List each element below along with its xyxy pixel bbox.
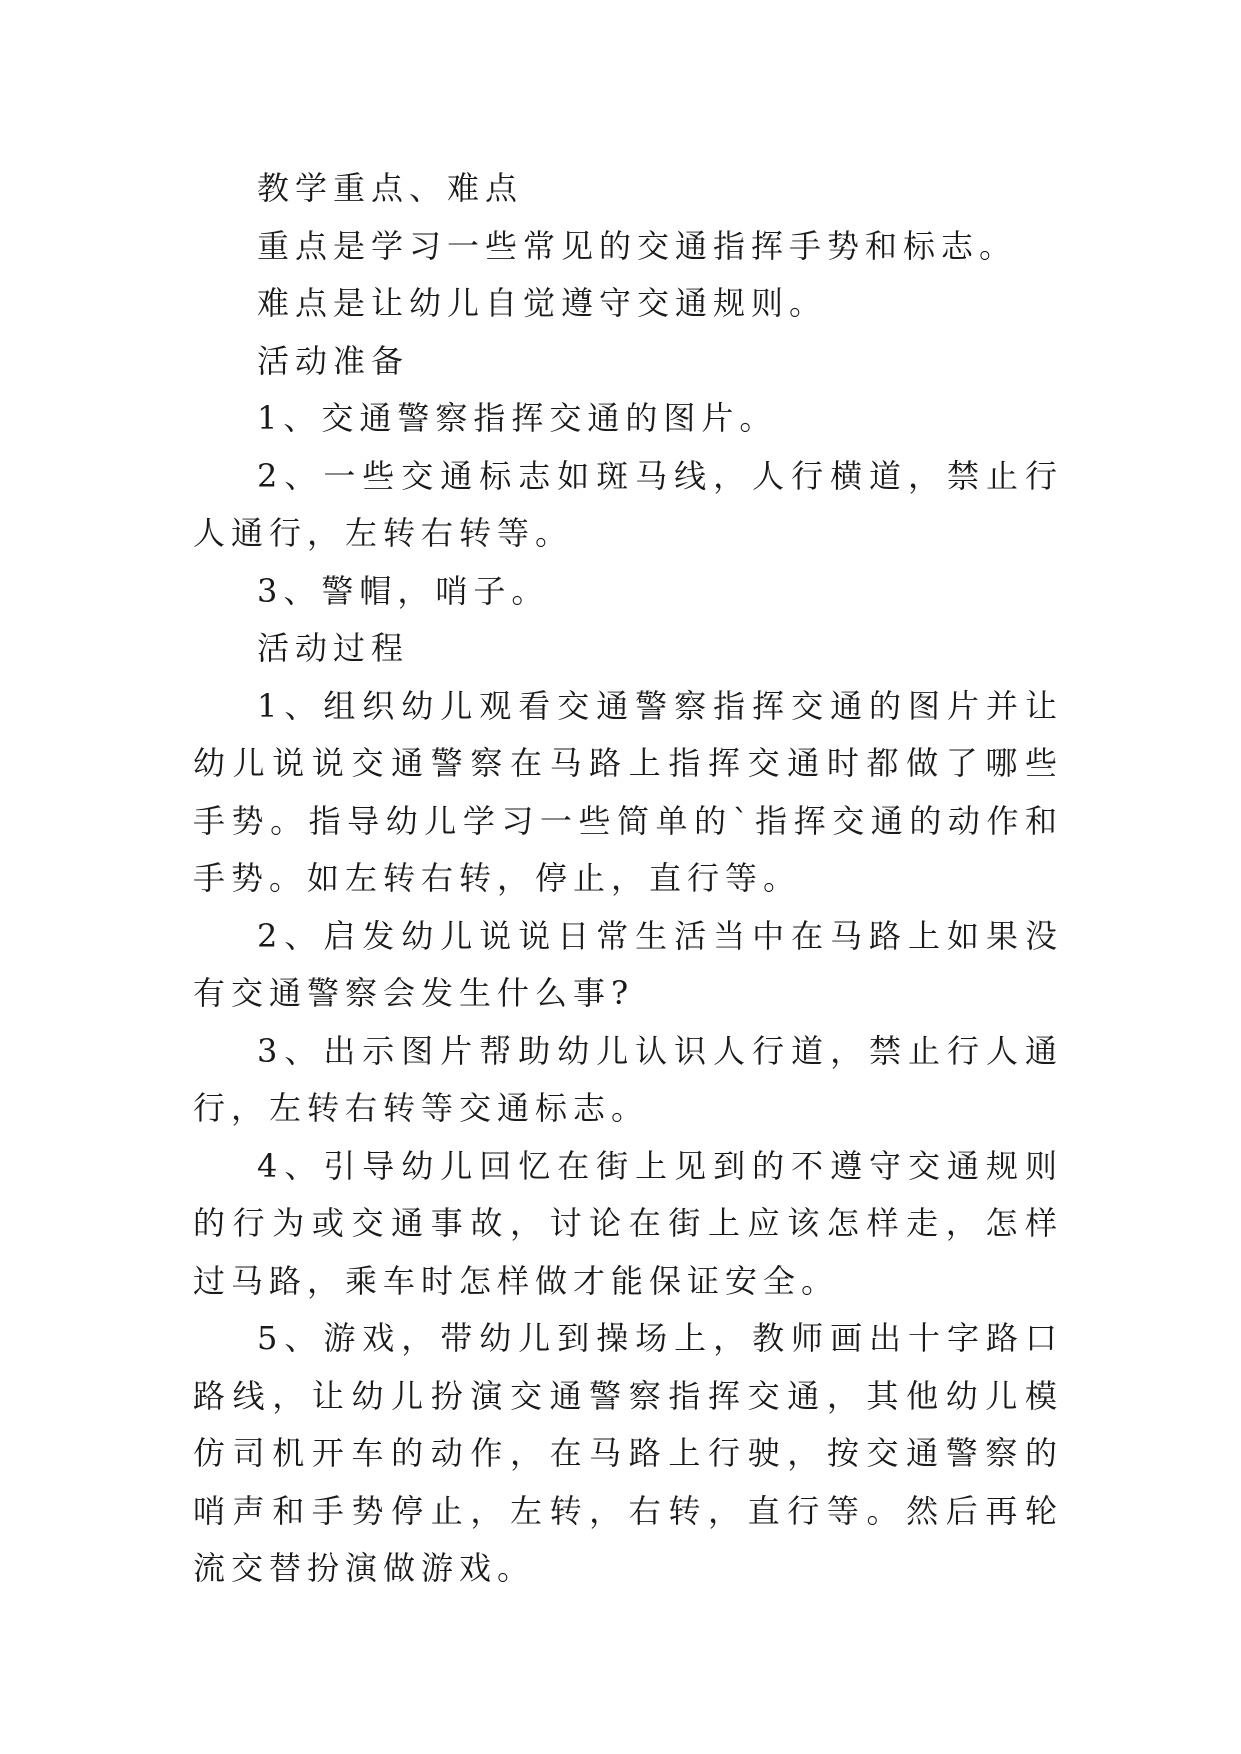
list-item-preparation-1: 1、交通警察指挥交通的图片。 xyxy=(257,399,778,437)
list-item-process-4: 4、引导幼儿回忆在街上见到的不遵守交通规则的行为或交通事故，讨论在街上应该怎样走，怎样过马路，乘车时怎样做才能保证安全。 xyxy=(193,1146,1063,1300)
section-heading-key-points: 教学重点、难点 xyxy=(257,169,524,207)
list-item-process-2: 2、启发幼儿说说日常生活当中在马路上如果没有交通警察会发生什么事? xyxy=(193,916,1063,1012)
section-heading-process: 活动过程 xyxy=(257,629,410,667)
list-item-process-3: 3、出示图片帮助幼儿认识人行道，禁止行人通行，左转右转等交通标志。 xyxy=(193,1031,1063,1127)
list-item-preparation-2: 2、一些交通标志如斑马线，人行横道，禁止行人通行，左转右转等。 xyxy=(193,456,1063,552)
document-body xyxy=(193,160,1063,1598)
list-item-process-5: 5、游戏，带幼儿到操场上，教师画出十字路口路线，让幼儿扮演交通警察指挥交通，其他幼儿模仿司机开车的动作，在马路上行驶，按交通警察的哨声和手势停止，左转，右转，直行等。然后再轮流交替扮演做游戏。 xyxy=(193,1319,1063,1587)
list-item-process-1: 1、组织幼儿观看交通警察指挥交通的图片并让幼儿说说交通警察在马路上指挥交通时都做了哪些手势。指导幼儿学习一些简单的`指挥交通的动作和手势。如左转右转，停止，直行等。 xyxy=(193,686,1063,897)
paragraph-difficult-point: 难点是让幼儿自觉遵守交通规则。 xyxy=(257,284,828,322)
section-heading-preparation: 活动准备 xyxy=(257,341,410,380)
paragraph-key-point: 重点是学习一些常见的交通指挥手势和标志。 xyxy=(257,226,1018,265)
list-item-preparation-3: 3、警帽，哨子。 xyxy=(257,571,550,610)
